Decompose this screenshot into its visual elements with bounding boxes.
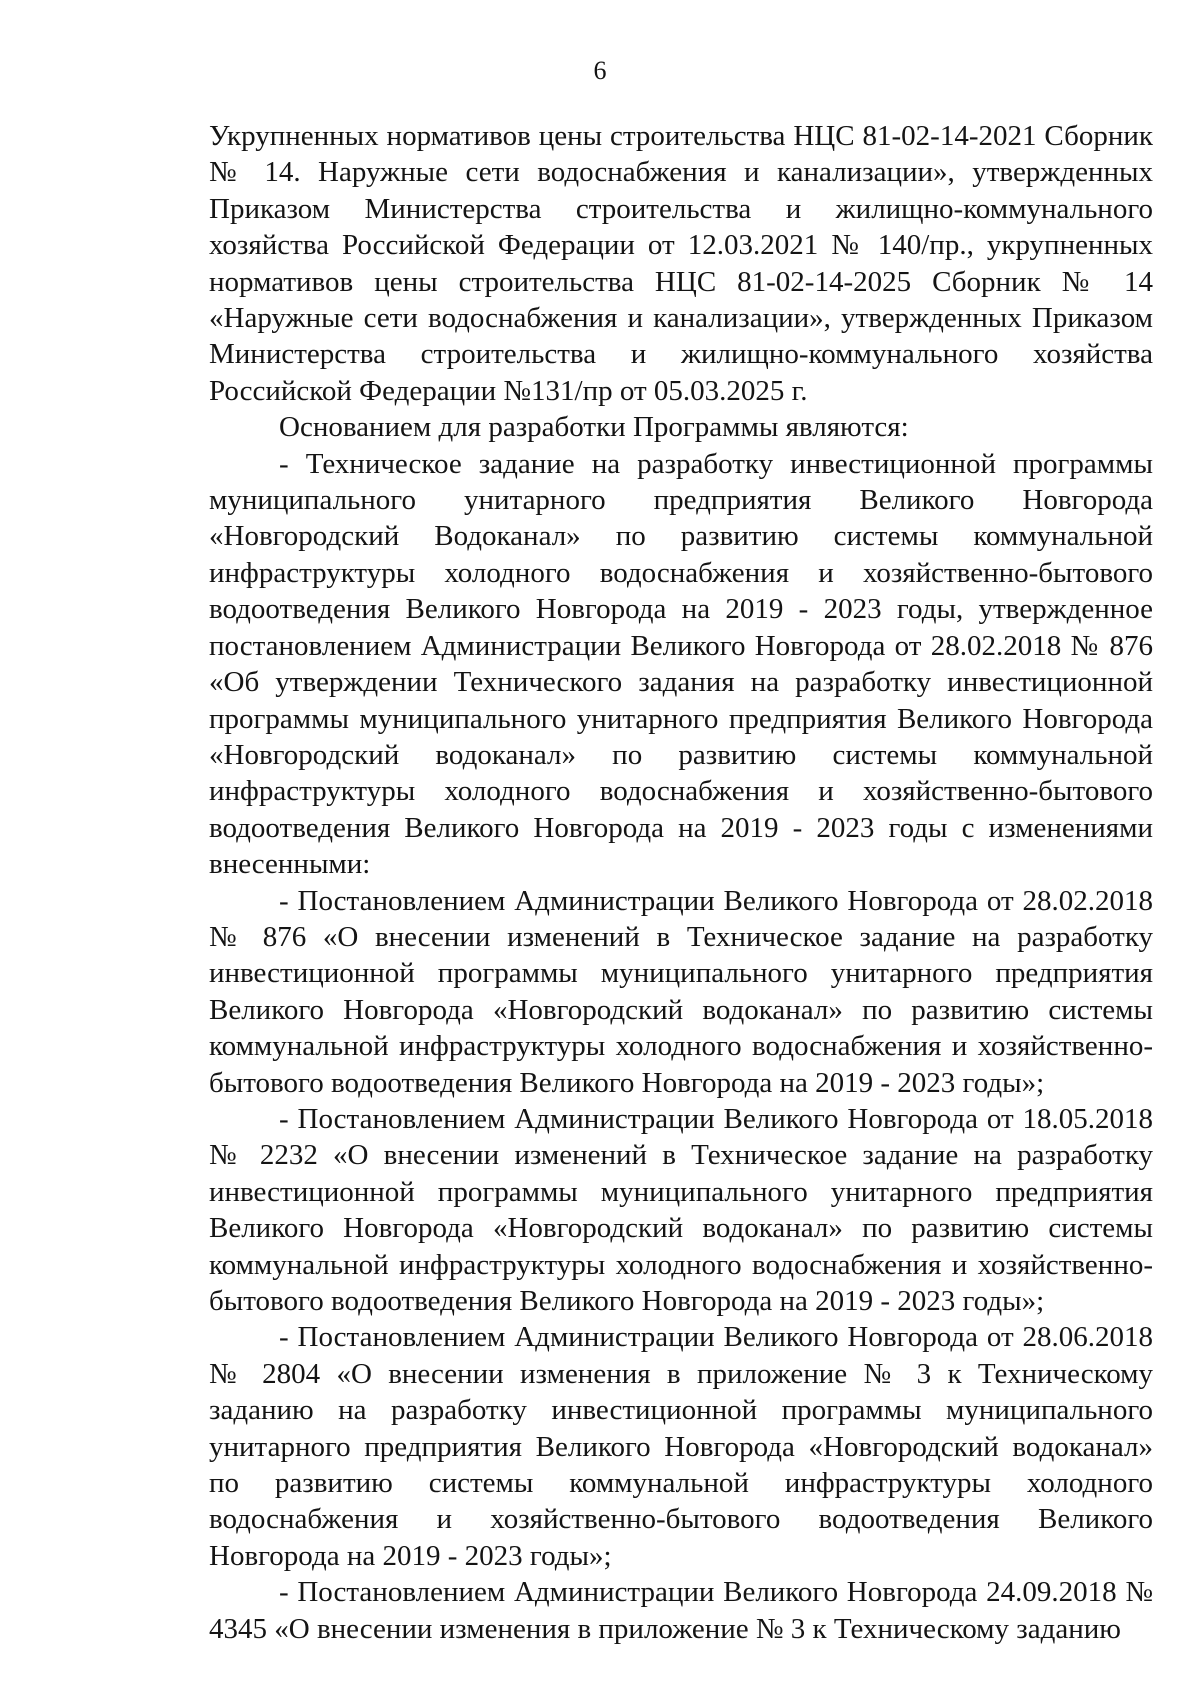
paragraph-technical-assignment: - Техническое задание на разработку инвестиционной программы муниципального унитарного предприятия Великого Новгорода «Новгородский Водоканал» по развитию системы коммунальной инфраструктуры холодного водоснабжения и хозяйственно-бытового водоотведения Великого Новгорода на 2019 - 2023 годы, утвержденное постановлением Администрации Великого Новгорода от 28.02.2018 № 876 «Об утверждении Технического задания на разработку инвестиционной программы муниципального унитарного предприятия Великого Новгорода «Новгородский водоканал» по развитию системы коммунальной инфраструктуры холодного водоснабжения и хозяйственно-бытового водоотведения Великого Новгорода на 2019 - 2023 годы с изменениями внесенными: [209,447,1153,881]
paragraph-resolution-2232: - Постановлением Администрации Великого Новгорода от 18.05.2018 № 2232 «О внесении изменений в Техническое задание на разработку инвестиционной программы муниципального унитарного предприятия Великого Новгорода «Новгородский водоканал» по развитию системы коммунальной инфраструктуры холодного водоснабжения и хозяйственно-бытового водоотведения Великого Новгорода на 2019 - 2023 годы»; [209,1102,1153,1317]
paragraph-resolution-2804: - Постановлением Администрации Великого Новгорода от 28.06.2018 № 2804 «О внесении изменения в приложение № 3 к Техническому заданию на разработку инвестиционной программы муниципального унитарного предприятия Великого Новгорода «Новгородский водоканал» по развитию системы коммунальной инфраструктуры холодного водоснабжения и хозяйственно-бытового водоотведения Великого Новгорода на 2019 - 2023 годы»; [209,1321,1153,1572]
page-number: 6 [593,56,607,85]
paragraph-resolution-4345: - Постановлением Администрации Великого Новгорода 24.09.2018 № 4345 «О внесении изменения в приложение № 3 к Техническому заданию [209,1576,1153,1645]
paragraph-continuation: Укрупненных нормативов цены строительства НЦС 81-02-14-2021 Сборник № 14. Наружные сети водоснабжения и канализации», утвержденных Приказом Министерства строительства и жилищно-коммунального хозяйства Российской Федерации от 12.03.2021 № 140/пр., укрупненных нормативов цены строительства НЦС 81-02-14-2025 Сборник № 14 «Наружные сети водоснабжения и канализации», утвержденных Приказом Министерства строительства и жилищно-коммунального хозяйства Российской Федерации №131/пр от 05.03.2025 г. [209,120,1153,407]
paragraph-basis-intro: Основанием для разработки Программы являются: [279,411,909,444]
document-body [209,118,1153,1647]
paragraph-resolution-876: - Постановлением Администрации Великого Новгорода от 28.02.2018 № 876 «О внесении изменений в Техническое задание на разработку инвестиционной программы муниципального унитарного предприятия Великого Новгорода «Новгородский водоканал» по развитию системы коммунальной инфраструктуры холодного водоснабжения и хозяйственно-бытового водоотведения Великого Новгорода на 2019 - 2023 годы»; [209,884,1153,1099]
